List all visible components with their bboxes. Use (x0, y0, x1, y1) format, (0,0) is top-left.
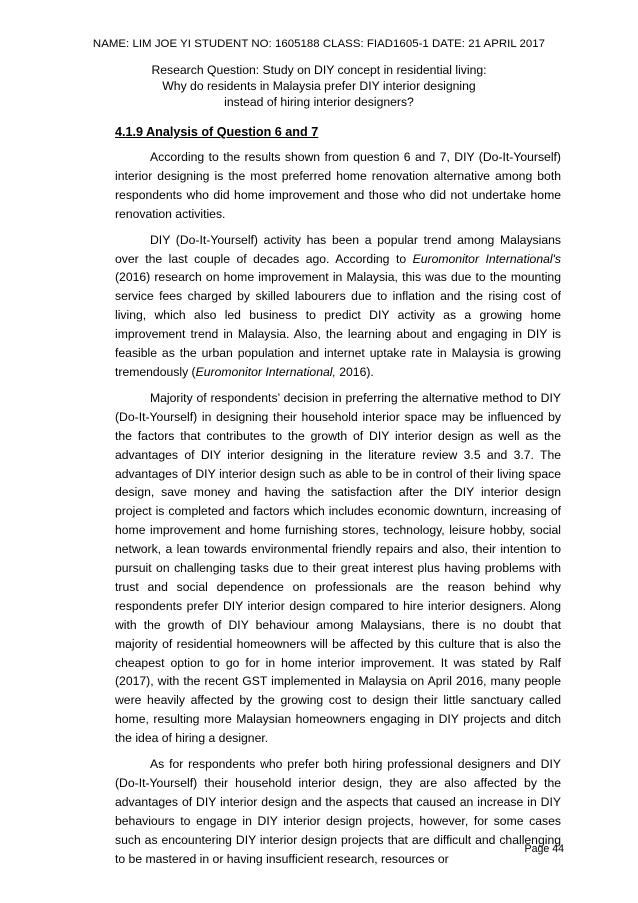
research-question (0, 62, 638, 110)
research-question-line: Why do residents in Malaysia prefer DIY interior designing (162, 79, 476, 93)
paragraph-2-text-b: (2016) research on home improvement in Malaysia, this was due to the mounting service fees charged by skilled labourers due to inflation and the rising cost of living, which also led business to predict DIY activity as a growing home improvement trend in Malaysia. Also, the learning about and engaging in DIY is feasible as the urban population and internet uptake rate in Malaysia is growing tremendously ( (115, 270, 561, 379)
citation-euromonitor-inline: Euromonitor International, (195, 364, 336, 379)
section-body (115, 148, 561, 869)
paragraph-2-text-c: 2016). (335, 364, 374, 379)
section-heading: 4.1.9 Analysis of Question 6 and 7 (115, 125, 319, 139)
student-info-header: NAME: LIM JOE YI STUDENT NO: 1605188 CLASS: FIAD1605-1 DATE: 21 APRIL 2017 (92, 38, 546, 50)
paragraph-2 (115, 231, 561, 382)
page-number: Page 44 (524, 843, 564, 855)
research-question-line: Research Question: Study on DIY concept in residential living: (151, 63, 487, 77)
paragraph-3: Majority of respondents’ decision in preferring the alternative method to DIY (Do-It-Yourself) in designing their household interior space may be influenced by the factors that contributes to the growth of DIY interior design as well as the advantages of DIY interior designing in the literature review 3.5 and 3.7. The advantages of DIY interior design such as able to be in control of their living space design, save money and having the satisfaction after the DIY interior design project is completed and factors which includes economic downturn, increasing of home improvement and home furnishing stores, technology, leisure hobby, social network, a lean towards environmental friendly repairs and also, their intention to pursuit on challenging tasks due to their great interest plus having problems with trust and social dependence on professionals are the reason behind why respondents prefer DIY interior design compared to hire interior designers. Along with the growth of DIY behaviour among Malaysians, there is no doubt that majority of residential homeowners will be affected by this culture that is also the cheapest option to go for in home interior improvement. It was stated by Ralf (2017), with the recent GST implemented in Malaysia on April 2016, many people were heavily affected by the growing cost to design their little sanctuary called home, resulting more Malaysian homeowners engaging in DIY projects and ditch the idea of hiring a designer. (115, 390, 561, 746)
research-question-line: instead of hiring interior designers? (224, 95, 414, 109)
paragraph-2-text-a: DIY (Do-It-Yourself) activity has been a popular trend among Malaysians over the last couple of decades ago. According to (115, 232, 561, 266)
citation-euromonitor: Euromonitor International's (412, 251, 561, 266)
paragraph-4: As for respondents who prefer both hiring professional designers and DIY (Do-It-Yourself) their household interior design, they are also affected by the advantages of DIY interior design and the aspects that caused an increase in DIY behaviours to engage in DIY interior design projects, however, for some cases such as encountering DIY interior design projects that are difficult and challenging to be mastered in or having insufficient research, resources or (115, 757, 561, 866)
paragraph-1: According to the results shown from question 6 and 7, DIY (Do-It-Yourself) interior designing is the most preferred home renovation alternative among both respondents who did home improvement and those who did not undertake home renovation activities. (115, 150, 561, 221)
